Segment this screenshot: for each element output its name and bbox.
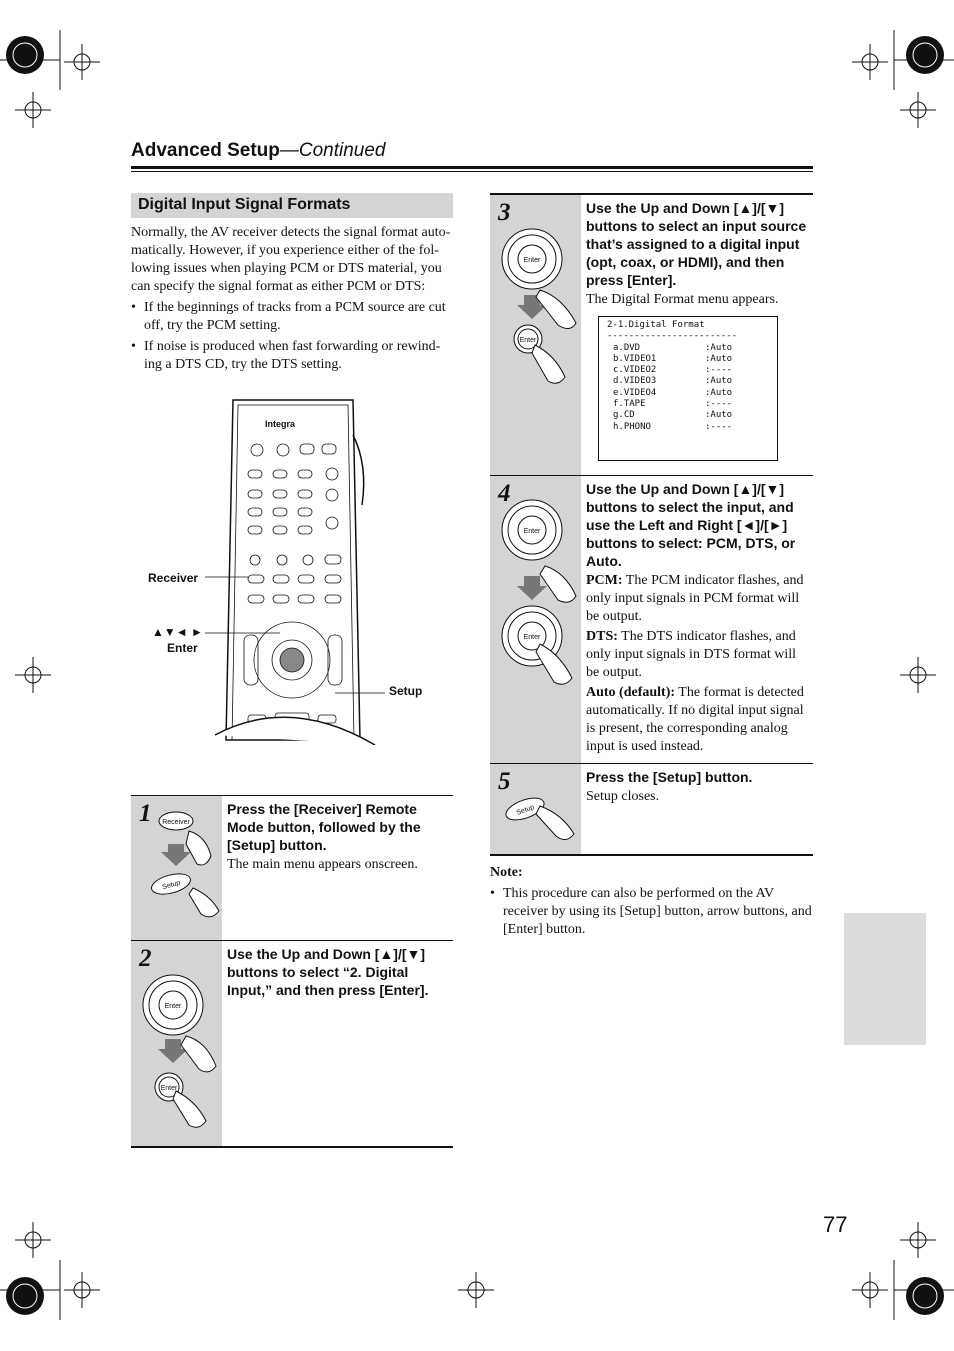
svg-text:Receiver: Receiver: [162, 819, 190, 826]
screen-row-value: :Auto: [705, 387, 733, 398]
step-number: 4: [498, 480, 511, 507]
header-title-text: Advanced Setup: [131, 140, 280, 161]
arrows-label: ▲▼◄ ►: [152, 625, 203, 639]
page-header-title: [131, 140, 386, 162]
note-heading: Note:: [490, 865, 523, 880]
screen-row-name: h.PHONO: [613, 421, 651, 432]
step-instruction: Use the Up and Down [▲]/[▼] buttons to select “2. Digital Input,” and then press [Enter].: [227, 946, 429, 998]
screen-row-value: :----: [705, 421, 733, 432]
screen-row-name: d.VIDEO3: [613, 376, 657, 387]
step-instruction: Press the [Setup] button.: [586, 769, 753, 785]
step-result: The Digital Format menu appears.: [586, 292, 779, 307]
header-rule: [131, 166, 813, 169]
screen-row: [607, 422, 777, 433]
screen-row: [607, 343, 777, 354]
step-text: [227, 800, 449, 874]
svg-text:Setup: Setup: [161, 879, 182, 892]
screen-rule: ------------------------: [607, 331, 738, 342]
svg-text:Enter: Enter: [519, 337, 537, 344]
screen-row-name: g.CD: [613, 410, 635, 421]
screen-row: [607, 388, 777, 399]
def-term: Auto (default):: [586, 685, 676, 700]
svg-text:Enter: Enter: [523, 528, 541, 535]
bullet-item: • If noise is produced when fast forwarding or rewind-ing a DTS CD, try the DTS setting.: [131, 338, 453, 374]
screen-row: [607, 410, 777, 421]
screen-row: [607, 365, 777, 376]
svg-text:Enter: Enter: [160, 1085, 178, 1092]
note-text: • This procedure can also be performed on the AV receiver by using its [Setup] button, arrow buttons, and [Enter] button.: [490, 885, 813, 939]
intro-text: [131, 224, 453, 374]
screen-row-name: b.VIDEO1: [613, 353, 657, 364]
screen-row-name: e.VIDEO4: [613, 387, 657, 398]
screen-row-value: :Auto: [705, 342, 733, 353]
screen-row-value: :Auto: [705, 376, 733, 387]
screen-rows: [607, 343, 777, 433]
step-1: [131, 795, 453, 941]
def-text: The format is detected automatically. If no digital input signal is present, the corresponding analog input is used instead.: [586, 685, 804, 754]
digital-format-screen: [598, 316, 778, 461]
step-result: Setup closes.: [586, 789, 660, 804]
definition-pcm: [586, 572, 811, 626]
definition-dts: [586, 628, 811, 682]
step-3-illustration: [490, 195, 581, 476]
screen-row-name: c.VIDEO2: [613, 365, 657, 376]
section-heading: Digital Input Signal Formats: [138, 196, 351, 213]
step-instruction: Use the Up and Down [▲]/[▼] buttons to select an input source that’s assigned to a digital input (opt, coax, or HDMI), and then press [Enter].: [586, 200, 807, 288]
screen-title: 2-1.Digital Format: [607, 320, 705, 330]
step-5: [490, 763, 813, 856]
step-icon-panel: [490, 195, 581, 476]
step-instruction: Use the Up and Down [▲]/[▼] buttons to select the input, and use the Left and Right [◄]/[►] buttons to select: PCM, DTS, or Auto.: [586, 481, 796, 569]
enter-label: Enter: [167, 641, 198, 655]
section-heading-bar: [131, 193, 453, 218]
remote-brand: Integra: [265, 419, 296, 429]
step-4: [490, 475, 813, 764]
step-2: [131, 940, 453, 1148]
svg-text:Setup: Setup: [515, 803, 536, 817]
def-text: The DTS indicator flashes, and only input signals in DTS format will be output.: [586, 629, 796, 680]
screen-row-value: :----: [705, 365, 733, 376]
step-text: [227, 945, 449, 999]
def-term: DTS:: [586, 629, 618, 644]
step-result: The main menu appears onscreen.: [227, 857, 418, 872]
screen-row-value: :----: [705, 399, 733, 410]
side-tab: [844, 913, 926, 1045]
step-text: [586, 199, 811, 309]
setup-label: Setup: [389, 684, 423, 698]
screen-row-name: a.DVD: [613, 342, 641, 353]
step-icon-panel: [490, 476, 581, 764]
screen-row-value: :Auto: [705, 410, 733, 421]
screen-row-value: :Auto: [705, 353, 733, 364]
header-rule-thin: [131, 171, 813, 172]
def-text: The PCM indicator flashes, and only input signals in PCM format will be output.: [586, 573, 804, 624]
screen-row: [607, 354, 777, 365]
svg-text:Enter: Enter: [164, 1003, 182, 1010]
definition-auto: [586, 684, 811, 756]
svg-text:Enter: Enter: [523, 634, 541, 641]
note: [490, 864, 813, 939]
screen-row: [607, 399, 777, 410]
screen-row-name: f.TAPE: [613, 399, 646, 410]
intro-paragraph: Normally, the AV receiver detects the signal format auto-matically. However, if you experience either of the fol-lowing issues when playing PCM or DTS material, you can specify the signal format as either PCM or DTS:: [131, 225, 451, 294]
svg-text:Enter: Enter: [523, 257, 541, 264]
step-4-illustration: [490, 476, 581, 764]
screen-row: [607, 376, 777, 387]
bullet-item: • If the beginnings of tracks from a PCM source are cut off, try the PCM setting.: [131, 299, 453, 335]
step-text: [586, 768, 811, 806]
step-number: 1: [139, 800, 152, 827]
step-number: 5: [498, 768, 511, 795]
step-instruction: Press the [Receiver] Remote Mode button, followed by the [Setup] button.: [227, 801, 421, 853]
step-number: 3: [498, 199, 511, 226]
receiver-label: Receiver: [148, 571, 199, 585]
step-text: [586, 480, 811, 756]
page-number: 77: [823, 1212, 848, 1237]
step-number: 2: [139, 945, 152, 972]
remote-illustration: [140, 395, 440, 745]
def-term: PCM:: [586, 573, 623, 588]
header-continued: —Continued: [279, 140, 386, 161]
